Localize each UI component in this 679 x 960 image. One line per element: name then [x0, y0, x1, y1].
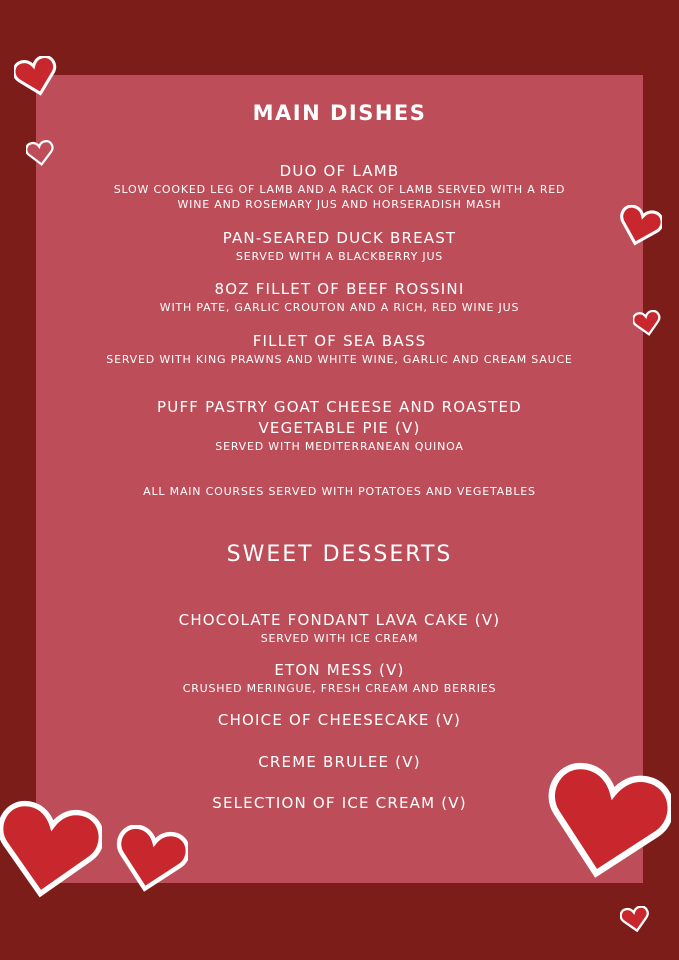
heart-icon — [620, 906, 650, 932]
item-name: 8OZ FILLET OF BEEF ROSSINI — [214, 280, 465, 298]
sweet-desserts-title: SWEET DESSERTS — [226, 542, 453, 567]
item-description: SERVED WITH A BLACKBERRY JUS — [235, 250, 444, 263]
item-name: ETON MESS (V) — [274, 661, 405, 679]
heart-icon — [633, 310, 661, 336]
item-name: CHOICE OF CHEESECAKE (V) — [217, 711, 462, 729]
main-courses-note: ALL MAIN COURSES SERVED WITH POTATOES AND VEGETABLES — [143, 485, 536, 498]
item-description: SERVED WITH KING PRAWNS AND WHITE WINE, GARLIC AND CREAM SAUCE — [106, 353, 573, 366]
heart-icon — [14, 56, 58, 96]
heart-icon — [0, 795, 102, 905]
menu-item — [36, 331, 643, 367]
menu-item — [36, 279, 643, 315]
item-name: DUO OF LAMB — [279, 162, 400, 180]
heart-icon — [114, 825, 188, 893]
heart-icon — [543, 762, 671, 882]
menu-item — [36, 228, 643, 264]
heart-icon — [618, 205, 662, 247]
item-description: WITH PATE, GARLIC CROUTON AND A RICH, RED WINE JUS — [159, 301, 520, 314]
menu-item — [36, 660, 643, 696]
heart-icon — [26, 140, 54, 166]
menu-item — [36, 710, 643, 731]
menu-item — [36, 397, 643, 454]
menu-item — [36, 610, 643, 646]
item-name: CREME BRULEE (V) — [258, 753, 421, 771]
item-name: PAN-SEARED DUCK BREAST — [222, 229, 457, 247]
item-name: SELECTION OF ICE CREAM (V) — [212, 794, 467, 812]
item-description: CRUSHED MERINGUE, FRESH CREAM AND BERRIES — [182, 682, 497, 695]
item-description: SERVED WITH ICE CREAM — [260, 632, 419, 645]
item-name: PUFF PASTRY GOAT CHEESE AND ROASTED VEGETABLE PIE (V) — [157, 398, 522, 437]
item-description: SLOW COOKED LEG OF LAMB AND A RACK OF LAMB SERVED WITH A RED WINE AND ROSEMARY JUS AND HORSERADISH MASH — [113, 183, 566, 211]
item-description: SERVED WITH MEDITERRANEAN QUINOA — [215, 440, 464, 453]
menu-item — [36, 161, 643, 212]
item-name: CHOCOLATE FONDANT LAVA CAKE (V) — [178, 611, 501, 629]
main-dishes-title: MAIN DISHES — [252, 101, 427, 125]
item-name: FILLET OF SEA BASS — [252, 332, 427, 350]
